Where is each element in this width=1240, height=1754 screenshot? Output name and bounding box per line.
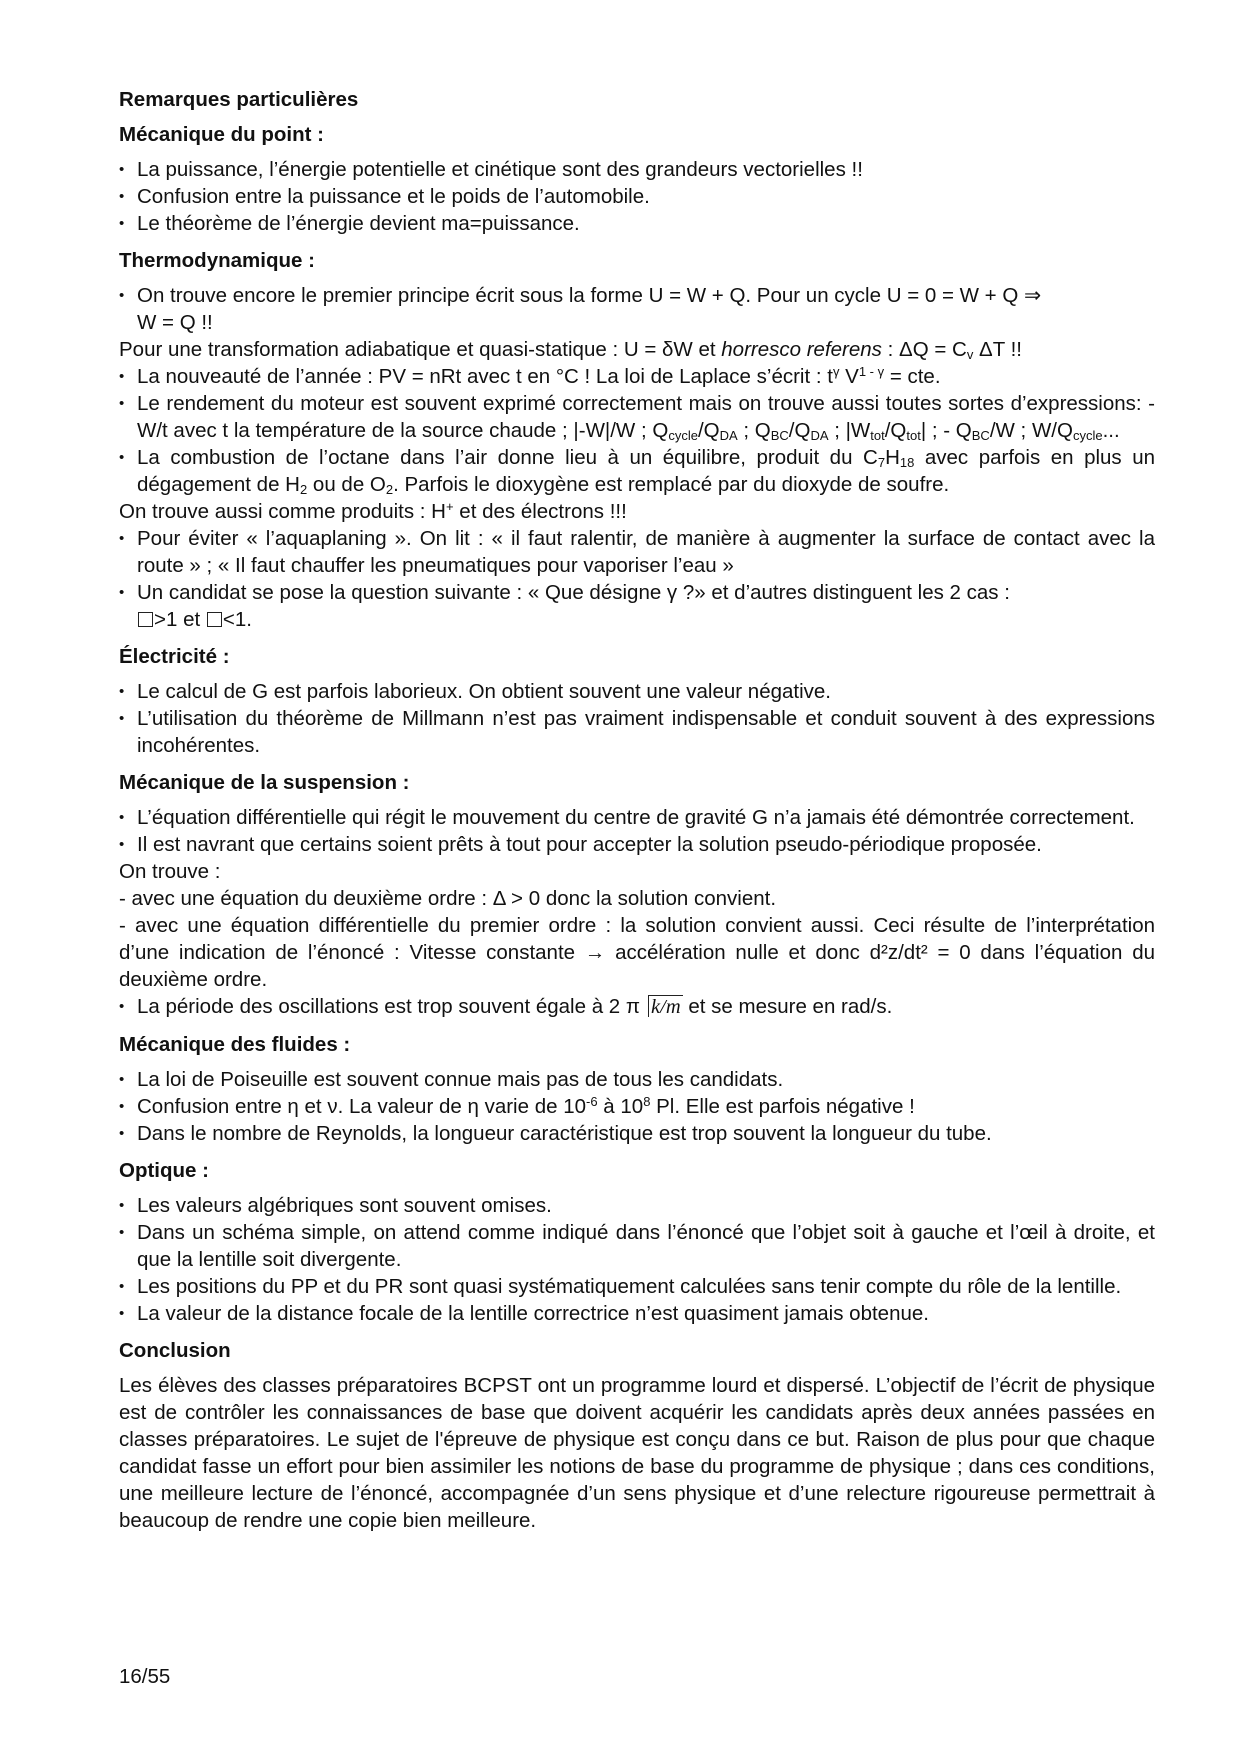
list-item: • Les valeurs algébriques sont souvent omises. <box>119 1192 1155 1219</box>
list-item: • Un candidat se pose la question suivante : « Que désigne γ ?» et d’autres distinguent les 2 cas : >1 et <1. <box>119 579 1155 633</box>
list-item: • Confusion entre η et ν. La valeur de η varie de $10^{-6}$ à $10^8$ Pl. Elle est parfois négative ! <box>119 1093 1155 1120</box>
section-title-meca-point: Mécanique du point : <box>119 123 324 146</box>
list-item: • La loi de Poiseuille est souvent connue mais pas de tous les candidats. <box>119 1066 1155 1093</box>
list-item: • La combustion de l’octane dans l’air donne lieu à un équilibre, produit du $C_7H_{18}$ avec parfois en plus un dégagement de $H_2$ ou de $O_2$. Parfois le dioxygène est remplacé par du dioxyde de soufre. <box>119 444 1155 498</box>
list-item: • On trouve encore le premier principe écrit sous la forme U = W + Q. Pour un cycle U = 0 = W + Q ⇒ W = Q !! <box>119 282 1155 336</box>
list-item: • L’utilisation du théorème de Millmann n’est pas vraiment indispensable et conduit souvent à des expressions incohérentes. <box>119 705 1155 759</box>
list-item: • L’équation différentielle qui régit le mouvement du centre de gravité G n’a jamais été démontrée correctement. <box>119 804 1155 831</box>
list-item: • Dans un schéma simple, on attend comme indiqué dans l’énoncé que l’objet soit à gauche et l’œil à droite, et que la lentille soit divergente. <box>119 1219 1155 1273</box>
list-item: • La puissance, l’énergie potentielle et cinétique sont des grandeurs vectorielles !! <box>119 156 1155 183</box>
list-item: • La nouveauté de l’année : PV = nRt avec t en °C ! La loi de Laplace s’écrit : $t^\gamma$ $V^{1 - \gamma}$ = cte. <box>119 363 1155 390</box>
section-title-suspension: Mécanique de la suspension : <box>119 771 410 794</box>
section-title-thermo: Thermodynamique : <box>119 249 315 272</box>
list-item: • Pour éviter « l’aquaplaning ». On lit : « il faut ralentir, de manière à augmenter la surface de contact avec la route » ; « Il faut chauffer les pneumatiques pour vaporiser l’eau » <box>119 525 1155 579</box>
paragraph: Pour une transformation adiabatique et quasi-statique : U = δW et horresco referens : $\Delta Q = C_v$ ΔT !! <box>119 338 1022 362</box>
list-item: • Il est navrant que certains soient prêts à tout pour accepter la solution pseudo-périodique proposée. <box>119 831 1155 858</box>
page-heading: Remarques particulières <box>119 88 359 111</box>
list-item: • Dans le nombre de Reynolds, la longueur caractéristique est trop souvent la longueur du tube. <box>119 1120 1155 1147</box>
list-item: • La valeur de la distance focale de la lentille correctrice n’est quasiment jamais obtenue. <box>119 1300 1155 1327</box>
paragraph: - avec une équation différentielle du premier ordre : la solution convient aussi. Ceci résulte de l’interprétation d’une indication de l’énoncé : Vitesse constante → accélération nulle et donc d²z/dt² = 0 dans l’équation du deuxième ordre. <box>119 914 1155 991</box>
paragraph: On trouve : <box>119 860 221 883</box>
paragraph: - avec une équation du deuxième ordre : Δ > 0 donc la solution convient. <box>119 887 777 910</box>
section-title-optique: Optique : <box>119 1159 209 1182</box>
conclusion-paragraph: Les élèves des classes préparatoires BCPST ont un programme lourd et dispersé. L’objectif de l’écrit de physique est de contrôler les connaissances de base que doivent acquérir les candidats après deux années passées en classes préparatoires. Le sujet de l'épreuve de physique est conçu dans ce but. Raison de plus pour que chaque candidat fasse un effort pour bien assimiler les notions de base du programme de physique ; dans ces conditions, une meilleure lecture de l’énoncé, accompagnée d’un sens physique et d’une relecture rigoureuse permettrait à beaucoup de rendre une copie bien meilleure. <box>119 1374 1155 1532</box>
list-item: • Confusion entre la puissance et le poids de l’automobile. <box>119 183 1155 210</box>
missing-glyph-box <box>207 612 222 627</box>
paragraph: On trouve aussi comme produits : H+ et des électrons !!! <box>119 499 627 523</box>
list-item: • Le rendement du moteur est souvent exprimé correctement mais on trouve aussi toutes sortes d’expressions: - W/t avec t la température de la source chaude ; |-W|/W ; $Q_{cycle}/Q_{DA}$ ; $Q_{BC}/Q_{DA}$ ; $|W_{tot}/Q_{tot}|$ ; - $Q_{BC}/W$ ; $W/Q_{cycle}$... <box>119 390 1155 444</box>
section-title-conclusion: Conclusion <box>119 1339 231 1362</box>
list-item: • Le théorème de l’énergie devient ma=puissance. <box>119 210 1155 237</box>
list-item: • Les positions du PP et du PR sont quasi systématiquement calculées sans tenir compte du rôle de la lentille. <box>119 1273 1155 1300</box>
page-number: 16/55 <box>119 1665 171 1688</box>
document-page <box>119 86 1155 1534</box>
section-title-elec: Électricité : <box>119 645 230 668</box>
section-title-fluides: Mécanique des fluides : <box>119 1033 351 1056</box>
missing-glyph-box <box>138 612 153 627</box>
list-item: • Le calcul de G est parfois laborieux. On obtient souvent une valeur négative. <box>119 678 1155 705</box>
sqrt-formula: k/m <box>640 993 683 1021</box>
list-item: • La période des oscillations est trop souvent égale à 2 π k/m et se mesure en rad/s. <box>119 993 1155 1021</box>
